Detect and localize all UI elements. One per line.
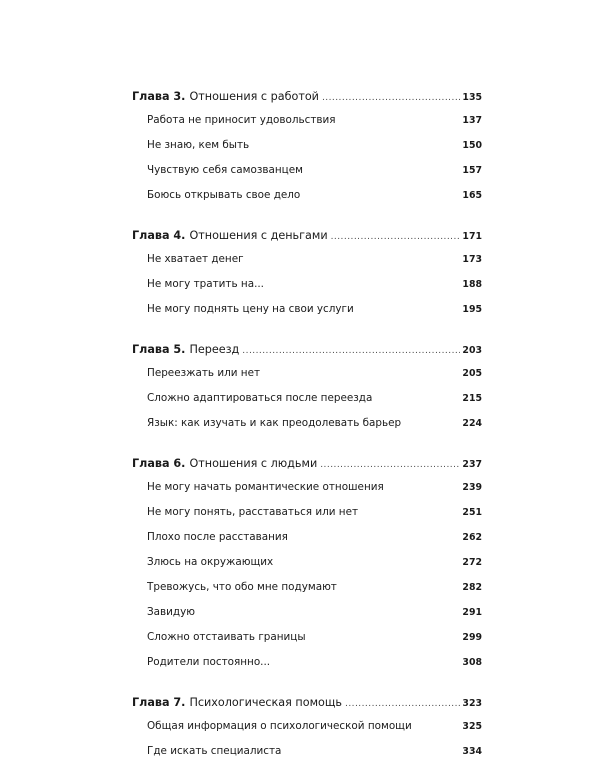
toc-entry	[132, 361, 482, 386]
chapter-heading	[132, 452, 482, 475]
dot-leader	[415, 719, 461, 729]
entry-title: Боюсь открывать свое дело	[147, 189, 301, 201]
page-number: 239	[462, 482, 482, 493]
dot-leader	[252, 138, 460, 148]
table-of-contents	[132, 85, 482, 780]
page-number: 334	[462, 746, 482, 757]
page-number: 282	[462, 582, 482, 593]
dot-leader	[387, 480, 461, 490]
entry-title: Не могу понять, расставаться или нет	[147, 506, 359, 518]
toc-entry	[132, 650, 482, 675]
entry-title: Завидую	[147, 606, 195, 618]
page-number: 157	[462, 165, 482, 176]
dot-leader	[284, 744, 460, 754]
page-number: 195	[462, 304, 482, 315]
toc-entry	[132, 739, 482, 764]
entry-title: Тревожусь, что обо мне подумают	[147, 581, 337, 593]
chapter-5	[132, 338, 482, 436]
dot-leader	[309, 630, 461, 640]
page-number: 137	[462, 115, 482, 126]
chapter-number: Глава 7.	[132, 696, 186, 709]
entry-title: Сложно отстаивать границы	[147, 631, 306, 643]
dot-leader	[263, 366, 460, 376]
chapter-heading	[132, 691, 482, 714]
page-number: 173	[462, 254, 482, 265]
dot-leader	[404, 416, 460, 426]
dot-leader	[291, 530, 461, 540]
page-number: 299	[462, 632, 482, 643]
dot-leader	[331, 228, 461, 239]
chapter-title: Отношения с людьми	[189, 457, 318, 470]
toc-entry	[132, 475, 482, 500]
chapter-7	[132, 691, 482, 764]
page-number: 251	[462, 507, 482, 518]
entry-title: Не могу поднять цену на свои услуги	[147, 303, 354, 315]
page-number: 272	[462, 557, 482, 568]
dot-leader	[340, 580, 461, 590]
entry-title: Работа не приносит удовольствия	[147, 114, 336, 126]
dot-leader	[361, 505, 460, 515]
entry-title: Злюсь на окружающих	[147, 556, 274, 568]
entry-title: Общая информация о психологической помощи	[147, 720, 412, 732]
chapter-heading	[132, 85, 482, 108]
chapter-title: Переезд	[189, 343, 240, 356]
entry-title: Не могу начать романтические отношения	[147, 481, 384, 493]
chapter-heading	[132, 224, 482, 247]
toc-entry	[132, 272, 482, 297]
dot-leader	[303, 188, 460, 198]
entry-title: Родители постоянно...	[147, 656, 271, 668]
dot-leader	[198, 605, 460, 615]
toc-entry	[132, 247, 482, 272]
dot-leader	[322, 89, 460, 100]
page-number: 150	[462, 140, 482, 151]
toc-entry	[132, 600, 482, 625]
chapter-title: Психологическая помощь	[189, 696, 342, 709]
chapter-6	[132, 452, 482, 675]
page-number: 291	[462, 607, 482, 618]
entry-title: Не хватает денег	[147, 253, 244, 265]
entry-title: Сложно адаптироваться после переезда	[147, 392, 373, 404]
chapter-number: Глава 6.	[132, 457, 186, 470]
entry-title: Переезжать или нет	[147, 367, 261, 379]
toc-entry	[132, 411, 482, 436]
toc-entry	[132, 386, 482, 411]
toc-entry	[132, 500, 482, 525]
dot-leader	[375, 391, 460, 401]
toc-entry	[132, 158, 482, 183]
page-number: 215	[462, 393, 482, 404]
toc-entry	[132, 550, 482, 575]
dot-leader	[306, 163, 460, 173]
toc-entry	[132, 297, 482, 322]
dot-leader	[247, 252, 461, 262]
toc-entry	[132, 133, 482, 158]
dot-leader	[267, 277, 460, 287]
toc-entry	[132, 183, 482, 208]
dot-leader	[339, 113, 461, 123]
page-number: 308	[462, 657, 482, 668]
toc-entry	[132, 625, 482, 650]
entry-title: Не знаю, кем быть	[147, 139, 250, 151]
chapter-3	[132, 85, 482, 208]
page-number: 205	[462, 368, 482, 379]
page-number: 237	[462, 459, 482, 470]
page-number: 165	[462, 190, 482, 201]
entry-title: Где искать специалиста	[147, 745, 282, 757]
page-number: 171	[462, 231, 482, 242]
page-number: 203	[462, 345, 482, 356]
toc-entry	[132, 108, 482, 133]
chapter-4	[132, 224, 482, 322]
dot-leader	[320, 456, 460, 467]
dot-leader	[276, 555, 460, 565]
page-number: 188	[462, 279, 482, 290]
chapter-title: Отношения с деньгами	[189, 229, 328, 242]
page-number: 323	[462, 698, 482, 709]
dot-leader	[357, 302, 461, 312]
entry-title: Язык: как изучать и как преодолевать барьер	[147, 417, 402, 429]
chapter-number: Глава 3.	[132, 90, 186, 103]
page-number: 325	[462, 721, 482, 732]
chapter-number: Глава 4.	[132, 229, 186, 242]
toc-entry	[132, 525, 482, 550]
toc-entry	[132, 575, 482, 600]
page-number: 224	[462, 418, 482, 429]
page-number: 262	[462, 532, 482, 543]
entry-title: Не могу тратить на...	[147, 278, 264, 290]
dot-leader	[242, 342, 460, 353]
chapter-number: Глава 5.	[132, 343, 186, 356]
dot-leader	[345, 695, 460, 706]
chapter-heading	[132, 338, 482, 361]
entry-title: Плохо после расставания	[147, 531, 288, 543]
dot-leader	[273, 655, 460, 665]
entry-title: Чувствую себя самозванцем	[147, 164, 303, 176]
chapter-title: Отношения с работой	[189, 90, 319, 103]
page-number: 135	[462, 92, 482, 103]
toc-entry	[132, 714, 482, 739]
